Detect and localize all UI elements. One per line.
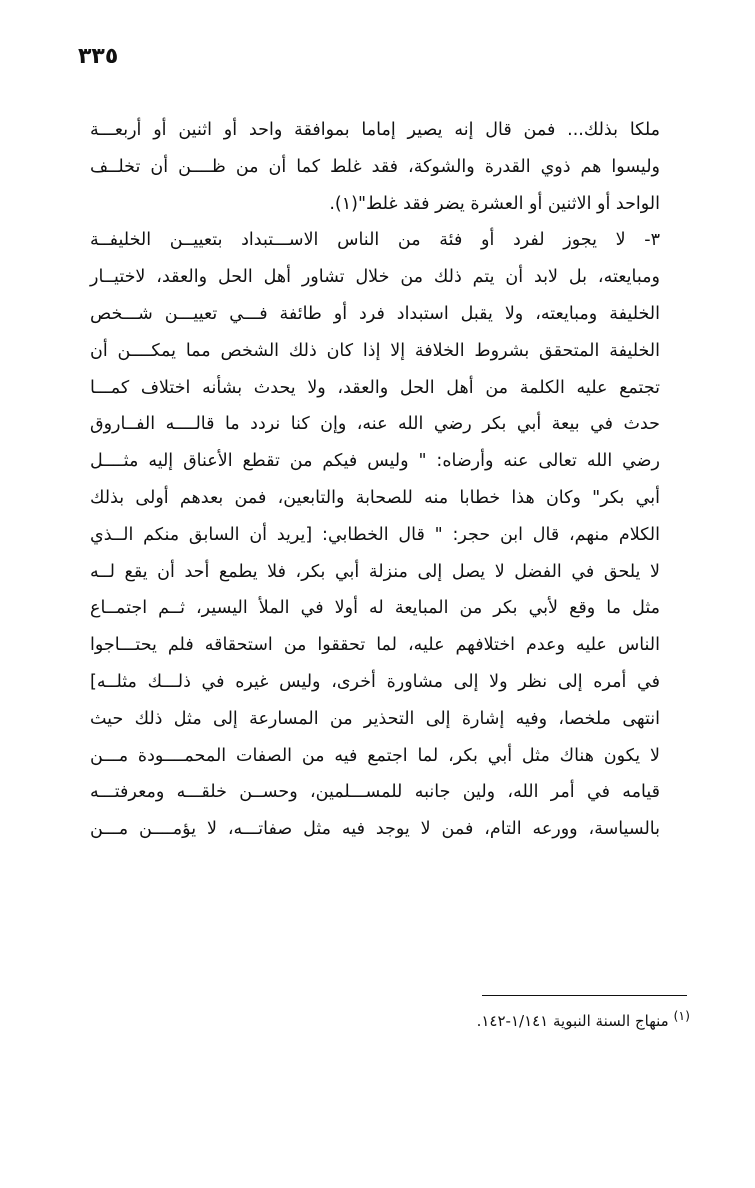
text-line: الخليفة ومبايعته، ولا يقبل استبداد فرد أو طائفة فـــي تعييـــن شـــخص: [90, 303, 660, 324]
text-line: انتهى ملخصا، وفيه إشارة إلى التحذير من المسارعة إلى مثل ذلك حيث: [90, 708, 660, 729]
page-number: ٣٣٥: [78, 44, 119, 69]
text-line: الخليفة المتحقق بشروط الخلافة إلا إذا كان ذلك الشخص مما يمكــــن أن: [90, 340, 660, 361]
text-line: قيامه في أمر الله، ولين جانبه للمســـلمين، وحســن خلقـــه ومعرفتـــه: [90, 782, 660, 803]
footnote: [390, 1008, 690, 1030]
text-line: في أمره إلى نظر ولا إلى مشاورة أخرى، وليس غيره في ذلـــك مثلــه]: [90, 671, 660, 692]
footnote-divider: [482, 995, 687, 996]
text-line: ومبايعته، بل لابد أن يتم ذلك من خلال تشاور أهل الحل والعقد، لاختيــار: [90, 267, 660, 288]
text-line: ملكا بذلك... فمن قال إنه يصير إماما بموافقة واحد أو اثنين أو أربعـــة: [90, 120, 660, 140]
text-line: الواحد أو الاثنين أو العشرة يضر فقد غلط"(١).: [329, 193, 660, 214]
text-line: لا يكون هناك مثل أبي بكر، لما اجتمع فيه من الصفات المحمــــودة مـــن: [90, 745, 660, 766]
text-line: الناس عليه وعدم اختلافهم عليه، لما تحققوا من استحقاقه فلم يحتـــاجوا: [90, 635, 660, 656]
text-line: لا يلحق في الفضل لا يصل إلى منزلة أبي بكر، فلا يطمع أحد أن يقع لــه: [90, 561, 660, 582]
body-text: [90, 112, 660, 848]
text-line: أبي بكر" وكان هذا خطابا منه للصحابة والتابعين، فمن بعدهم أولى بذلك: [90, 487, 660, 508]
footnote-marker: (١): [673, 1008, 690, 1023]
text-line: رضي الله تعالى عنه وأرضاه: " وليس فيكم من تقطع الأعناق إليه مثــــل: [90, 451, 660, 472]
text-line: ٣- لا يجوز لفرد أو فئة من الناس الاســـتبداد بتعييــن الخليفــة: [90, 230, 660, 251]
text-line: حدث في بيعة أبي بكر رضي الله عنه، وإن كنا نردد ما قالــــه الفــاروق: [90, 414, 660, 435]
text-line: الكلام منهم، قال ابن حجر: " قال الخطابي: [يريد أن السابق منكم الــذي: [90, 524, 660, 545]
text-line: مثل ما وقع لأبي بكر من المبايعة له أولا في الملأ اليسير، ثــم اجتمــاع: [90, 598, 660, 619]
text-line: وليسوا هم ذوي القدرة والشوكة، فقد غلط كما أن من ظــــن أن تخلــف: [90, 156, 660, 177]
text-line: بالسياسة، وورعه التام، فمن لا يوجد فيه مثل صفاتـــه، لا يؤمــــن مـــن: [90, 819, 660, 840]
text-line: تجتمع عليه الكلمة من أهل الحل والعقد، ولا يحدث بشأنه اختلاف كمـــا: [90, 377, 660, 398]
footnote-text: منهاج السنة النبوية ١/١٤١-١٤٢.: [476, 1012, 669, 1030]
